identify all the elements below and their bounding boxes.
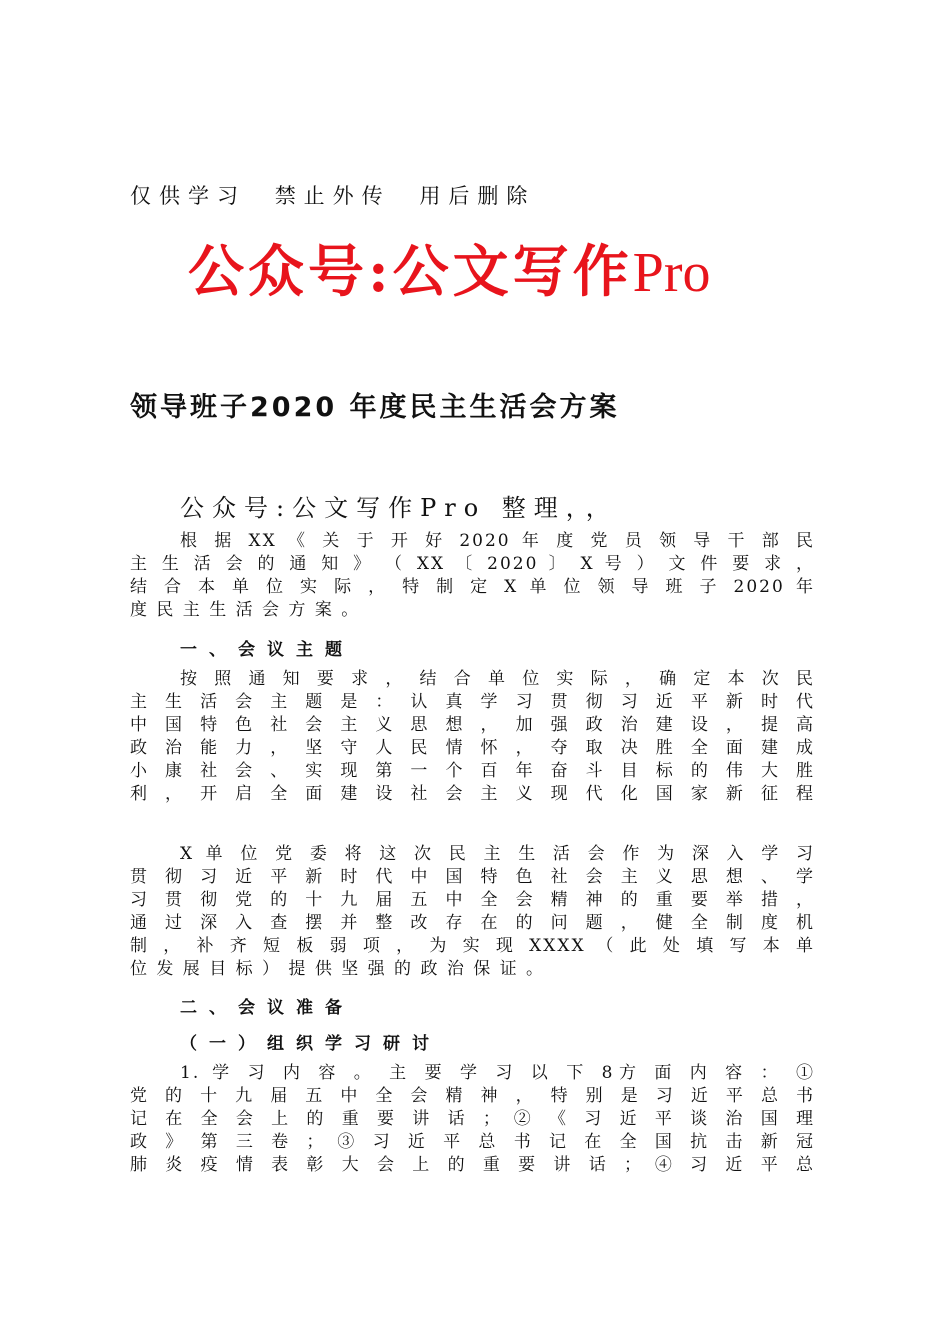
paragraph-line: 度 民 主 生 活 会 方 案 。 xyxy=(130,600,361,620)
section-heading-theme: 一、会议主题 xyxy=(180,640,354,660)
theme-paragraph xyxy=(130,668,815,806)
paragraph-line: 按 照 通 知 要 求 ， 结 合 单 位 实 际 ， 确 定 本 次 民 xyxy=(180,669,815,689)
brand-banner xyxy=(188,228,710,308)
paragraph-line: 位 发 展 目 标 ） 提 供 坚 强 的 政 治 保 证 。 xyxy=(130,959,546,979)
paragraph-line: 制 ， 补 齐 短 板 弱 项 ， 为 实 现 XXXX （ 此 处 填 写 本 单 xyxy=(130,936,815,956)
organizer-line: 公众号:公文写作Pro 整理，， xyxy=(180,494,618,522)
brand-cn: 公众号:公文写作 xyxy=(188,239,633,305)
paragraph-line: 中 国 特 色 社 会 主 义 思 想 ， 加 强 政 治 建 设 ， 提 高 xyxy=(130,715,815,735)
notice-part: 用后删除 xyxy=(419,184,536,208)
document-title: 领导班子2020 年度民主生活会方案 xyxy=(130,392,620,423)
paragraph-line: 根 据 XX 《 关 于 开 好 2020 年 度 党 员 领 导 干 部 民 xyxy=(180,531,815,551)
paragraph-line: 贯 彻 习 近 平 新 时 代 中 国 特 色 社 会 主 义 思 想 、 学 xyxy=(130,867,815,887)
notice-part: 禁止外传 xyxy=(274,184,391,208)
purpose-paragraph xyxy=(130,843,815,981)
paragraph-line: 利 ， 开 启 全 面 建 设 社 会 主 义 现 代 化 国 家 新 征 程 xyxy=(130,784,815,804)
paragraph-line: 肺 炎 疫 情 表 彰 大 会 上 的 重 要 讲 话 ； ④ 习 近 平 总 xyxy=(130,1155,815,1175)
study-paragraph xyxy=(130,1062,815,1177)
paragraph-line: 党 的 十 九 届 五 中 全 会 精 神 ， 特 别 是 习 近 平 总 书 xyxy=(130,1086,815,1106)
paragraph-line: 主 生 活 会 的 通 知 》 （ XX 〔 2020 〕 X 号 ） 文 件 要 求 ， xyxy=(130,554,815,574)
paragraph-line: 政 》 第 三 卷 ； ③ 习 近 平 总 书 记 在 全 国 抗 击 新 冠 xyxy=(130,1132,815,1152)
section-heading-preparation: 二、会议准备 xyxy=(180,998,354,1018)
paragraph-line: 政 治 能 力 ， 坚 守 人 民 情 怀 ， 夺 取 决 胜 全 面 建 成 xyxy=(130,738,815,758)
distribution-notice xyxy=(130,180,549,210)
paragraph-line: 结 合 本 单 位 实 际 ， 特 制 定 X 单 位 领 导 班 子 2020 年 xyxy=(130,577,815,597)
brand-latin: Pro xyxy=(632,242,711,304)
paragraph-line: 习 贯 彻 党 的 十 九 届 五 中 全 会 精 神 的 重 要 举 措 ， xyxy=(130,890,815,910)
paragraph-line: 记 在 全 会 上 的 重 要 讲 话 ； ② 《 习 近 平 谈 治 国 理 xyxy=(130,1109,815,1129)
paragraph-line: X 单 位 党 委 将 这 次 民 主 生 活 会 作 为 深 入 学 习 xyxy=(180,844,815,864)
paragraph-line: 1. 学 习 内 容 。 主 要 学 习 以 下 8方 面 内 容 ： ① xyxy=(180,1063,815,1083)
paragraph-line: 主 生 活 会 主 题 是 ： 认 真 学 习 贯 彻 习 近 平 新 时 代 xyxy=(130,692,815,712)
intro-paragraph xyxy=(130,530,815,622)
subsection-heading-study: （一）组织学习研讨 xyxy=(180,1034,441,1054)
notice-part: 仅供学习 xyxy=(130,184,246,208)
paragraph-line: 小 康 社 会 、 实 现 第 一 个 百 年 奋 斗 目 标 的 伟 大 胜 xyxy=(130,761,815,781)
paragraph-line: 通 过 深 入 查 摆 并 整 改 存 在 的 问 题 ， 健 全 制 度 机 xyxy=(130,913,815,933)
